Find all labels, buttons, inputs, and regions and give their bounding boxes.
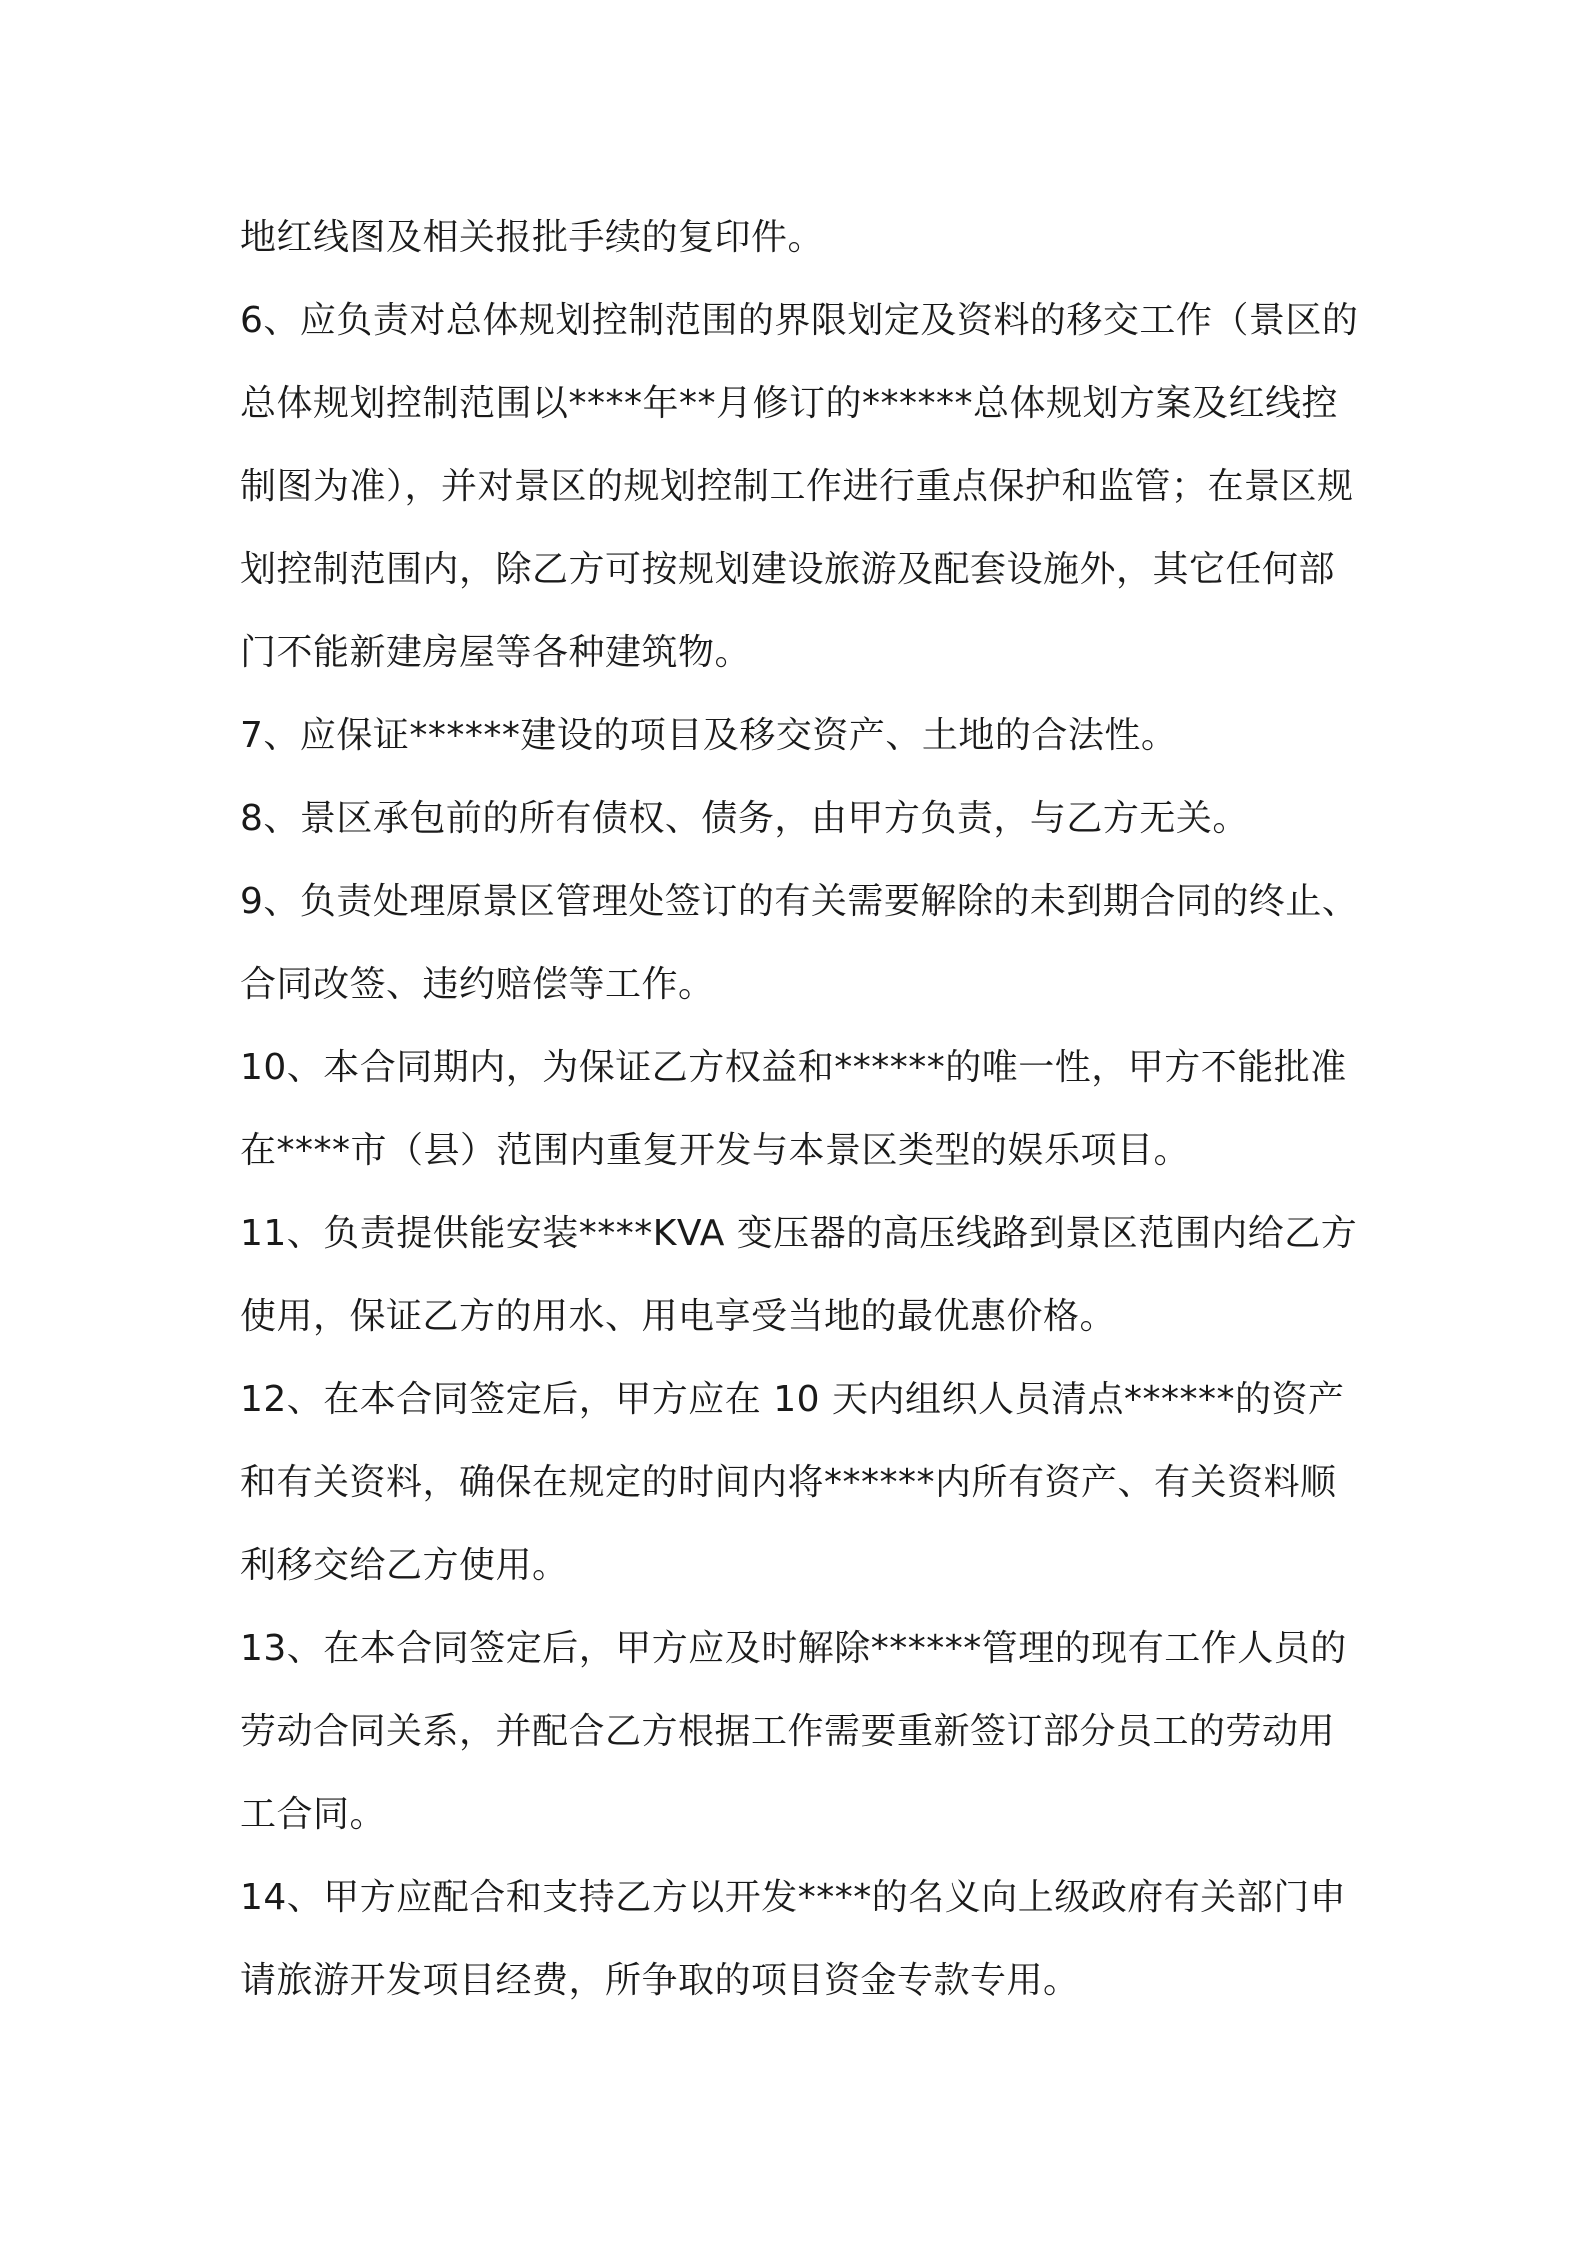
clause-9: 9、负责处理原景区管理处签订的有关需要解除的未到期合同的终止、合同改签、违约赔偿等工作。 [240, 881, 1359, 1005]
clause-6: 6、应负责对总体规划控制范围的界限划定及资料的移交工作（景区的总体规划控制范围以****年**月修订的******总体规划方案及红线控制图为准），并对景区的规划控制工作进行重点保护和监管；在景区规划控制范围内，除乙方可按规划建设旅游及配套设施外，其它任何部门不能新建房屋等各种建筑物。 [240, 300, 1359, 673]
clause-12: 12、在本合同签定后，甲方应在 10 天内组织人员清点******的资产和有关资料，确保在规定的时间内将******内所有资产、有关资料顺利移交给乙方使用。 [240, 1379, 1345, 1586]
document-body [240, 196, 1370, 2022]
clause-14: 14、甲方应配合和支持乙方以开发****的名义向上级政府有关部门申请旅游开发项目经费，所争取的项目资金专款专用。 [240, 1877, 1347, 2001]
clause-10: 10、本合同期内，为保证乙方权益和******的唯一性，甲方不能批准在****市（县）范围内重复开发与本景区类型的娱乐项目。 [240, 1047, 1347, 1171]
clause-13: 13、在本合同签定后，甲方应及时解除******管理的现有工作人员的劳动合同关系，并配合乙方根据工作需要重新签订部分员工的劳动用工合同。 [240, 1628, 1347, 1835]
clause-11: 11、负责提供能安装****KVA 变压器的高压线路到景区范围内给乙方使用，保证乙方的用水、用电享受当地的最优惠价格。 [240, 1213, 1358, 1337]
clause-8: 8、景区承包前的所有债权、债务，由甲方负责，与乙方无关。 [240, 798, 1249, 839]
paragraph-continuation: 地红线图及相关报批手续的复印件。 [240, 217, 825, 258]
clause-7: 7、应保证******建设的项目及移交资产、土地的合法性。 [240, 715, 1178, 756]
